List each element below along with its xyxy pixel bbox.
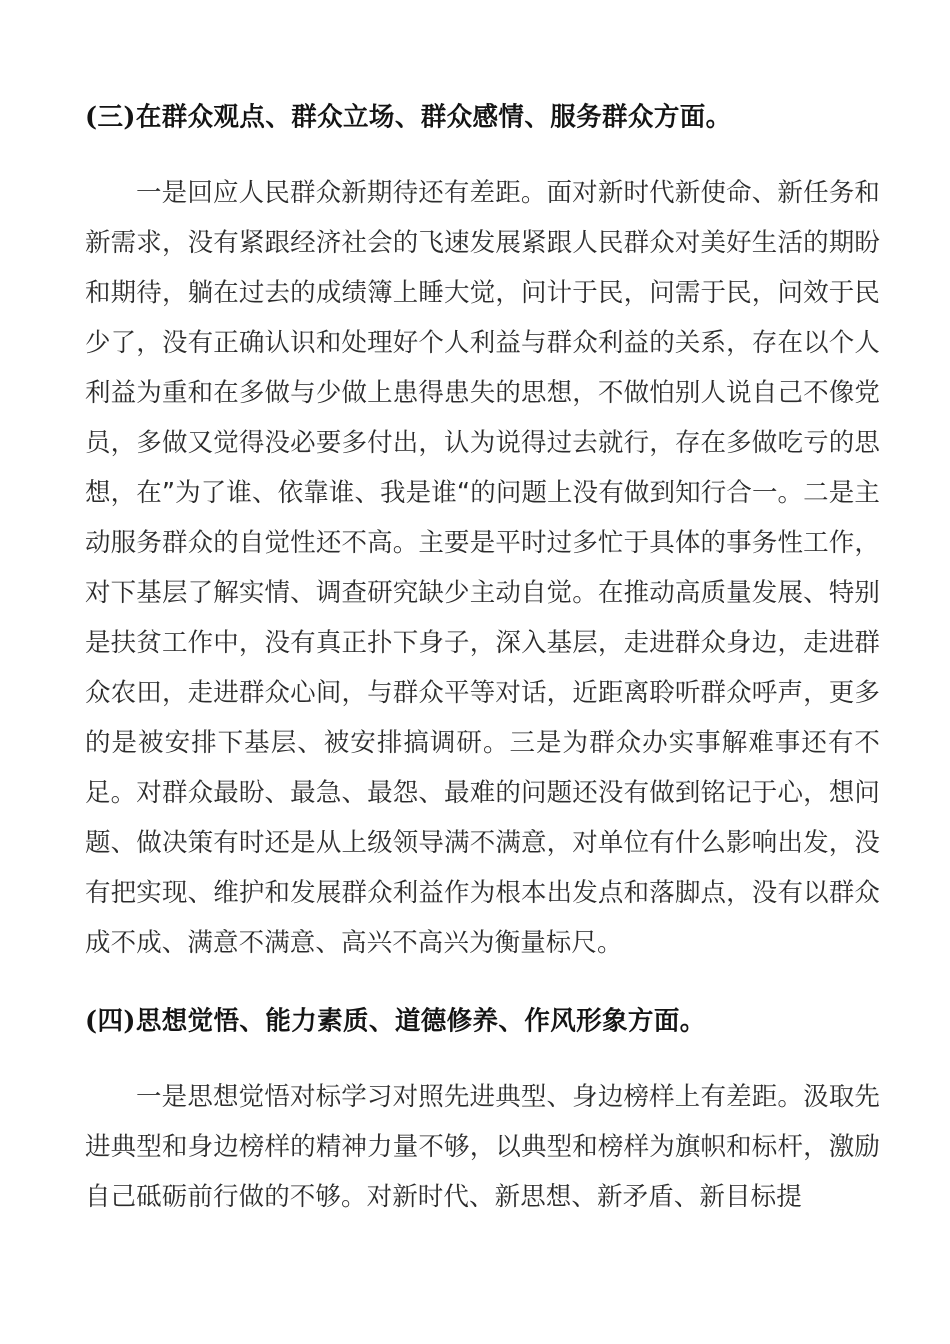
section-three-paragraph-one: 一是回应人民群众新期待还有差距。面对新时代新使命、新任务和新需求，没有紧跟经济社会的飞速发展紧跟人民群众对美好生活的期盼和期待，躺在过去的成绩簿上睡大觉，问计于民，问需于民，问效于民少了，没有正确认识和处理好个人利益与群众利益的关系，存在以个人利益为重和在多做与少做上患得患失的思想，不做怕别人说自己不像党员，多做又觉得没必要多付出，认为说得过去就行，存在多做吃亏的思想，在”为了谁、依靠谁、我是谁“的问题上没有做到知行合一。二是主动服务群众的自觉性还不高。主要是平时过多忙于具体的事务性工作，对下基层了解实情、调查研究缺少主动自觉。在推动高质量发展、特别是扶贫工作中，没有真正扑下身子，深入基层，走进群众身边，走进群众农田，走进群众心间，与群众平等对话，近距离聆听群众呼声，更多的是被安排下基层、被安排搞调研。三是为群众办实事解难事还有不足。对群众最盼、最急、最怨、最难的问题还没有做到铭记于心，想问题、做决策有时还是从上级领导满不满意，对单位有什么影响出发，没有把实现、维护和发展群众利益作为根本出发点和落脚点，没有以群众成不成、满意不满意、高兴不高兴为衡量标尺。	[85, 178, 880, 958]
section-heading-four: (四)思想觉悟、能力素质、道德修养、作风形象方面。	[85, 1006, 706, 1037]
section-heading-three: (三)在群众观点、群众立场、群众感情、服务群众方面。	[85, 102, 732, 133]
spacer-after-heading-four	[85, 1046, 880, 1072]
spacer-before-heading-four	[85, 968, 880, 996]
spacer-after-heading-three	[85, 142, 880, 168]
document-text-column	[85, 92, 880, 1222]
section-four-paragraph-one: 一是思想觉悟对标学习对照先进典型、身边榜样上有差距。汲取先进典型和身边榜样的精神力量不够，以典型和榜样为旗帜和标杆，激励自己砥砺前行做的不够。对新时代、新思想、新矛盾、新目标提	[85, 1082, 880, 1212]
